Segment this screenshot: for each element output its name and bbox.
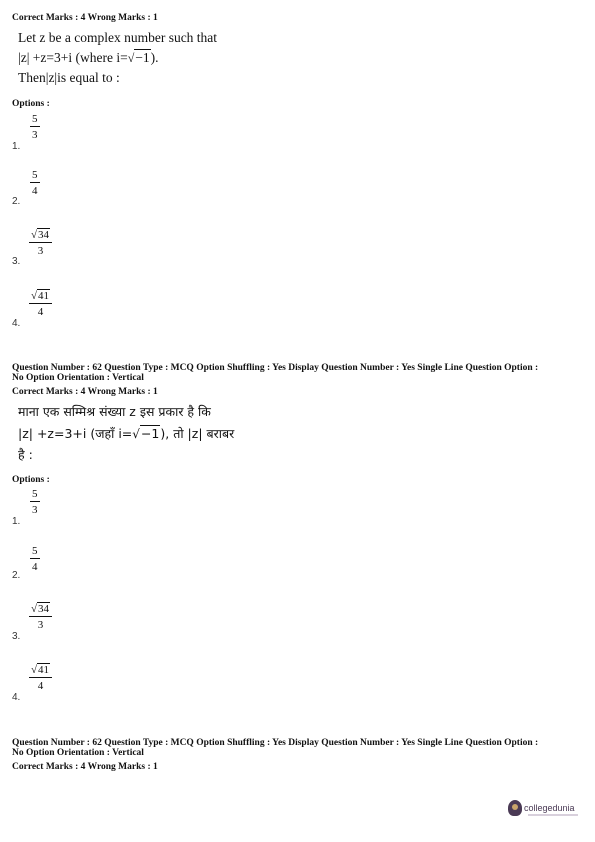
question-header-line-2: No Option Orientation : Vertical <box>12 373 144 383</box>
question-line-2-post: ). <box>150 50 159 65</box>
question-line-2 <box>18 48 159 68</box>
fraction-numerator: √34 <box>29 603 52 617</box>
fraction-numerator: 5 <box>32 169 38 181</box>
fraction-denominator: 4 <box>32 561 38 573</box>
option-number[interactable]: 2. <box>12 570 21 581</box>
marks-line: Correct Marks : 4 Wrong Marks : 1 <box>12 387 158 397</box>
sqrt-radicand: −1 <box>140 426 160 441</box>
fraction-denominator: 4 <box>37 306 44 318</box>
question-line-2-hindi <box>18 424 234 444</box>
fraction-denominator: 3 <box>32 504 38 516</box>
option-fraction[interactable] <box>30 545 40 574</box>
sqrt-radicand: 41 <box>38 664 50 676</box>
question-header-line-1: Question Number : 62 Question Type : MCQ Option Shuffling : Yes Display Question Number : Yes Single Line Question Option : <box>12 363 539 373</box>
option-fraction[interactable] <box>29 229 52 258</box>
option-number[interactable]: 1. <box>12 516 21 527</box>
question-line-1: Let z be a complex number such that <box>18 30 218 45</box>
question-line-3-hindi: है : <box>18 447 33 462</box>
option-fraction[interactable] <box>30 488 40 517</box>
question-line-2-pre: |z| +z=3+i (where i= <box>18 50 128 65</box>
question-line-3: Then|z|is equal to : <box>18 70 120 85</box>
marks-line: Correct Marks : 4 Wrong Marks : 1 <box>12 762 158 772</box>
options-label: Options : <box>12 475 50 485</box>
option-fraction[interactable] <box>30 169 40 198</box>
fraction-denominator: 3 <box>32 129 38 141</box>
option-number[interactable]: 3. <box>12 256 21 267</box>
fraction-denominator: 3 <box>37 619 44 631</box>
question-header-line-2: No Option Orientation : Vertical <box>12 748 144 758</box>
fraction-numerator: 5 <box>32 113 38 125</box>
sqrt-radicand: 34 <box>38 603 50 615</box>
logo-text: collegedunia <box>524 803 575 813</box>
fraction-denominator: 4 <box>32 185 38 197</box>
option-fraction[interactable] <box>30 113 40 142</box>
fraction-numerator: √41 <box>29 290 52 304</box>
fraction-denominator: 4 <box>37 680 44 692</box>
sqrt-minus-one: √−1 <box>127 50 150 65</box>
logo-tagline-bar <box>528 814 578 816</box>
logo-icon <box>508 800 522 816</box>
marks-line: Correct Marks : 4 Wrong Marks : 1 <box>12 13 158 23</box>
fraction-numerator: 5 <box>32 545 38 557</box>
question-line-2-pre: |z| +z=3+i (जहाँ i= <box>18 426 133 441</box>
options-label: Options : <box>12 99 50 109</box>
option-number[interactable]: 2. <box>12 196 21 207</box>
option-number[interactable]: 4. <box>12 318 21 329</box>
option-number[interactable]: 4. <box>12 692 21 703</box>
option-fraction[interactable] <box>29 664 52 693</box>
question-header-line-1: Question Number : 62 Question Type : MCQ Option Shuffling : Yes Display Question Number : Yes Single Line Question Option : <box>12 738 539 748</box>
sqrt-minus-one: √−1 <box>132 426 160 441</box>
sqrt-radicand: 34 <box>38 229 50 241</box>
question-line-2-post: ), तो |z| बराबर <box>160 426 235 441</box>
option-number[interactable]: 3. <box>12 631 21 642</box>
sqrt-radicand: 41 <box>38 290 50 302</box>
option-number[interactable]: 1. <box>12 141 21 152</box>
fraction-numerator: 5 <box>32 488 38 500</box>
sqrt-radicand: −1 <box>135 50 150 65</box>
option-fraction[interactable] <box>29 603 52 632</box>
fraction-denominator: 3 <box>37 245 44 257</box>
question-line-1-hindi: माना एक सम्मिश्र संख्या z इस प्रकार है कि <box>18 404 211 419</box>
fraction-numerator: √41 <box>29 664 52 678</box>
option-fraction[interactable] <box>29 290 52 319</box>
fraction-numerator: √34 <box>29 229 52 243</box>
